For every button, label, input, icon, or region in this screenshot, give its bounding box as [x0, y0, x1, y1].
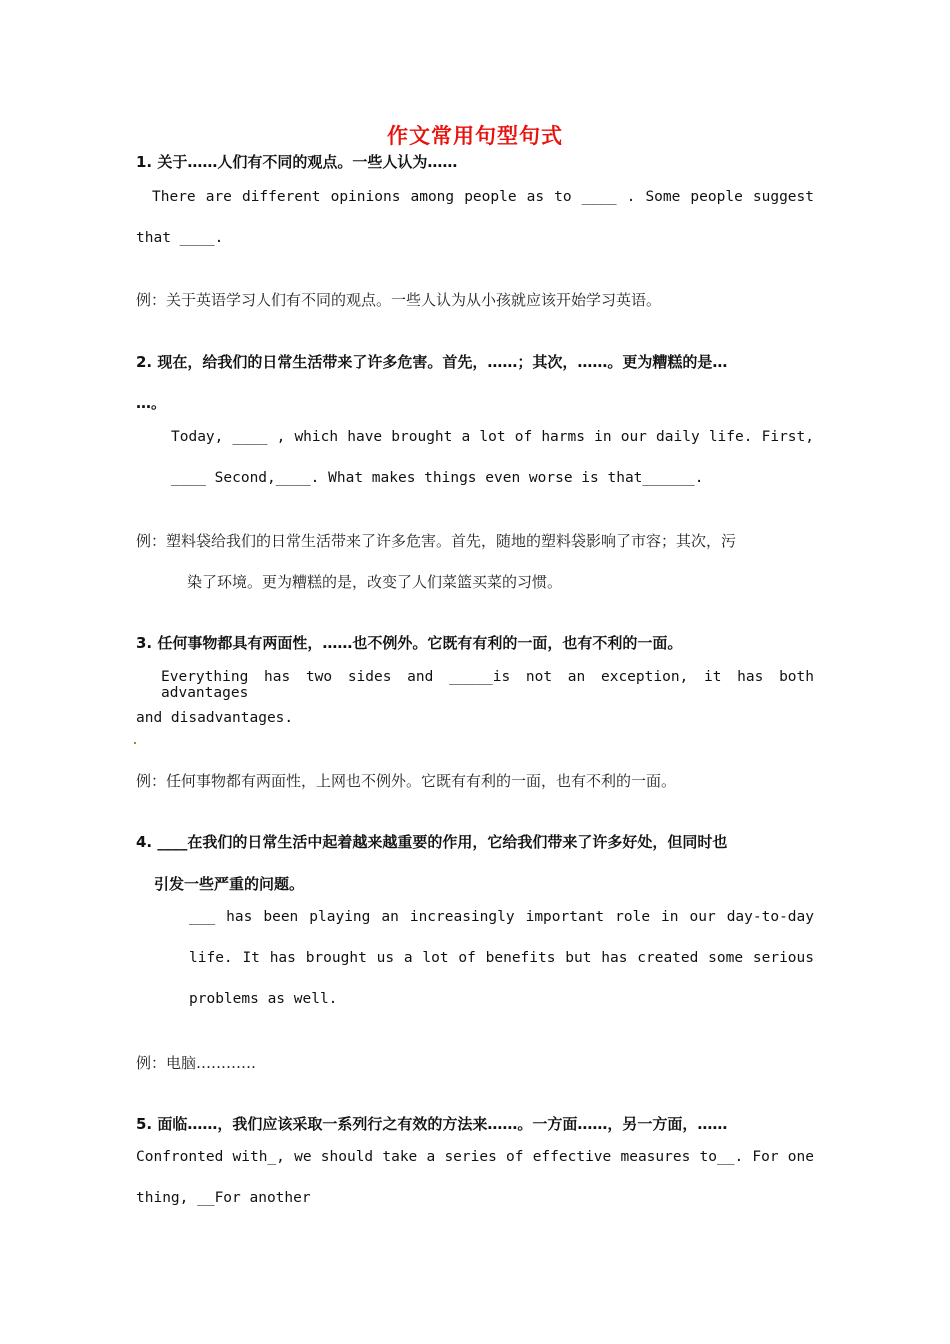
section-5-english-line-1: Confronted with_, we should take a series of effective measures to__. For one	[136, 1149, 814, 1165]
section-4-english-line-2: life. It has brought us a lot of benefits but has created some serious	[189, 950, 814, 966]
section-1-heading: 1. 关于……人们有不同的观点。一些人认为……	[136, 153, 458, 171]
section-1-example: 例：关于英语学习人们有不同的观点。一些人认为从小孩就应该开始学习英语。	[136, 291, 662, 309]
section-5-heading: 5. 面临……，我们应该采取一系列行之有效的方法来……。一方面……，另一方面，……	[136, 1115, 728, 1133]
section-4-example: 例：电脑…………	[136, 1054, 257, 1072]
section-2-example-line-1: 例：塑料袋给我们的日常生活带来了许多危害。首先，随地的塑料袋影响了市容；其次，污	[136, 532, 737, 550]
stray-mark	[134, 742, 136, 744]
section-2-heading-line-2: …。	[136, 394, 167, 412]
section-2-heading-line-1: 2. 现在，给我们的日常生活带来了许多危害。首先，……；其次，……。更为糟糕的是…	[136, 353, 728, 371]
section-4-english-line-1: ___ has been playing an increasingly important role in our day-to-day	[189, 909, 814, 925]
section-2-english-line-2: ____ Second,____. What makes things even worse is that______.	[171, 470, 704, 486]
section-4-english-line-3: problems as well.	[189, 991, 338, 1007]
section-3-english-line-2: and disadvantages.	[136, 710, 294, 726]
section-1-english-line-2: that ____.	[136, 230, 224, 246]
section-3-english-line-1: Everything has two sides and _____is not an exception, it has both advantages	[161, 669, 814, 701]
section-3-example: 例：任何事物都有两面性，上网也不例外。它既有有利的一面，也有不利的一面。	[136, 772, 677, 790]
section-3-heading: 3. 任何事物都具有两面性，……也不例外。它既有有利的一面，也有不利的一面。	[136, 634, 683, 652]
section-4-heading-line-2: 引发一些严重的问题。	[154, 875, 305, 893]
document-title: 作文常用句型句式	[387, 124, 563, 148]
section-2-english-line-1: Today, ____ , which have brought a lot of harms in our daily life. First,	[171, 429, 814, 445]
section-1-english-line-1: There are different opinions among people as to ____ . Some people suggest	[152, 189, 814, 205]
section-5-english-line-2: thing, __For another	[136, 1190, 311, 1206]
section-2-example-line-2: 染了环境。更为糟糕的是，改变了人们菜篮买菜的习惯。	[187, 573, 563, 591]
section-4-heading-line-1: 4. ____在我们的日常生活中起着越来越重要的作用，它给我们带来了许多好处，但同时也	[136, 833, 728, 851]
